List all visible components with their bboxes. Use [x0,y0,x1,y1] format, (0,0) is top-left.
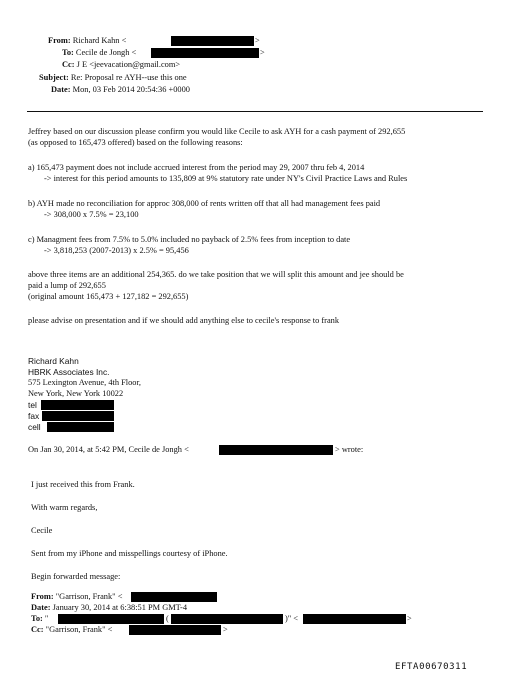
signature-address-1: 575 Lexington Avenue, 4th Floor, [28,378,142,387]
document-id: EFTA00670311 [395,662,468,672]
fwd-cc-value: "Garrison, Frank" < [45,625,113,634]
fwd-to-mid: ( [166,614,169,623]
body-above-3: (original amount 165,473 + 127,182 = 292,655) [28,292,189,301]
date-value: Mon, 03 Feb 2014 20:54:36 +0000 [72,85,190,94]
signature-fax: fax [28,411,40,421]
fwd-date-label: Date: [31,603,51,612]
to-label: To: [62,48,74,57]
signature-address-2: New York, New York 10022 [28,389,124,398]
fwd-to [31,614,48,624]
fwd-from [31,592,122,602]
quoted-wrote-intro: On Jan 30, 2014, at 5:42 PM, Cecile de Jongh < [28,445,189,454]
header-to [62,48,136,58]
from-label: From: [48,36,71,45]
redaction-bar [131,592,217,602]
to-value: Cecile de Jongh < [75,48,137,57]
body-intro-1: Jeffrey based on our discussion please confirm you would like Cecile to ask AYH for a cash payment of 292,655 [28,127,406,136]
redaction-bar [171,614,283,624]
signature-cell: cell [28,422,41,432]
quoted-line-2: With warm regards, [31,503,98,512]
redaction-bar [58,614,164,624]
body-item-a: a) 165,473 payment does not include accrued interest from the period may 29, 2007 thru feb 4, 2014 [28,163,365,172]
subject-label: Subject: [39,73,69,82]
signature-tel: tel [28,400,37,410]
header-date [51,85,190,95]
body-item-c-detail: -> 3,818,253 (2007-2013) x 2.5% = 95,456 [44,246,189,255]
header-subject [39,73,187,83]
fwd-from-label: From: [31,592,54,601]
header-divider [27,111,483,112]
quoted-wrote-end: > wrote: [335,445,364,454]
fwd-to-label: To: [31,614,43,623]
fwd-from-value: "Garrison, Frank" < [55,592,123,601]
body-item-b: b) AYH made no reconciliation for approc 308,000 of rents written off that all had management fees paid [28,199,381,208]
fwd-date [31,603,187,613]
date-label: Date: [51,85,71,94]
fwd-cc [31,625,112,635]
from-end: > [255,36,260,45]
redaction-bar [171,36,254,46]
redaction-bar [219,445,333,455]
redaction-bar [303,614,406,624]
body-item-b-detail: -> 308,000 x 7.5% = 23,100 [44,210,139,219]
subject-value: Re: Proposal re AYH--use this one [70,73,187,82]
redaction-bar [151,48,259,58]
cc-value: J E <jeevacation@gmail.com> [76,60,181,69]
signature-company: HBRK Associates Inc. [28,367,110,377]
header-cc [62,60,180,70]
from-value: Richard Kahn < [72,36,127,45]
redaction-bar [129,625,221,635]
redaction-bar [42,411,114,421]
fwd-to-end: > [407,614,412,623]
fwd-to-mid2: )" < [285,614,299,623]
to-end: > [260,48,265,57]
body-item-c: c) Managment fees from 7.5% to 5.0% included no payback of 2.5% fees from inception to date [28,235,351,244]
fwd-date-value: January 30, 2014 at 6:38:51 PM GMT-4 [52,603,188,612]
cc-label: Cc: [62,60,75,69]
body-above-1: above three items are an additional 254,365. do we take position that we will split this amount and jee should be [28,270,404,279]
body-above-2: paid a lump of 292,655 [28,281,106,290]
signature-name: Richard Kahn [28,356,79,366]
body-advise: please advise on presentation and if we should add anything else to cecile's response to frank [28,316,340,325]
quoted-line-4: Sent from my iPhone and misspellings courtesy of iPhone. [31,549,228,558]
quoted-line-1: I just received this from Frank. [31,480,135,489]
redaction-bar [47,422,114,432]
quoted-line-5: Begin forwarded message: [31,572,121,581]
fwd-cc-end: > [223,625,228,634]
body-item-a-detail: -> interest for this period amounts to 135,809 at 9% statutory rate under NY's Civil Practice Laws and Rules [44,174,408,183]
header-from [48,36,126,46]
redaction-bar [41,400,114,410]
fwd-cc-label: Cc: [31,625,44,634]
fwd-to-value: " [44,614,49,623]
quoted-line-3: Cecile [31,526,53,535]
body-intro-2: (as opposed to 165,473 offered) based on the following reasons: [28,138,243,147]
